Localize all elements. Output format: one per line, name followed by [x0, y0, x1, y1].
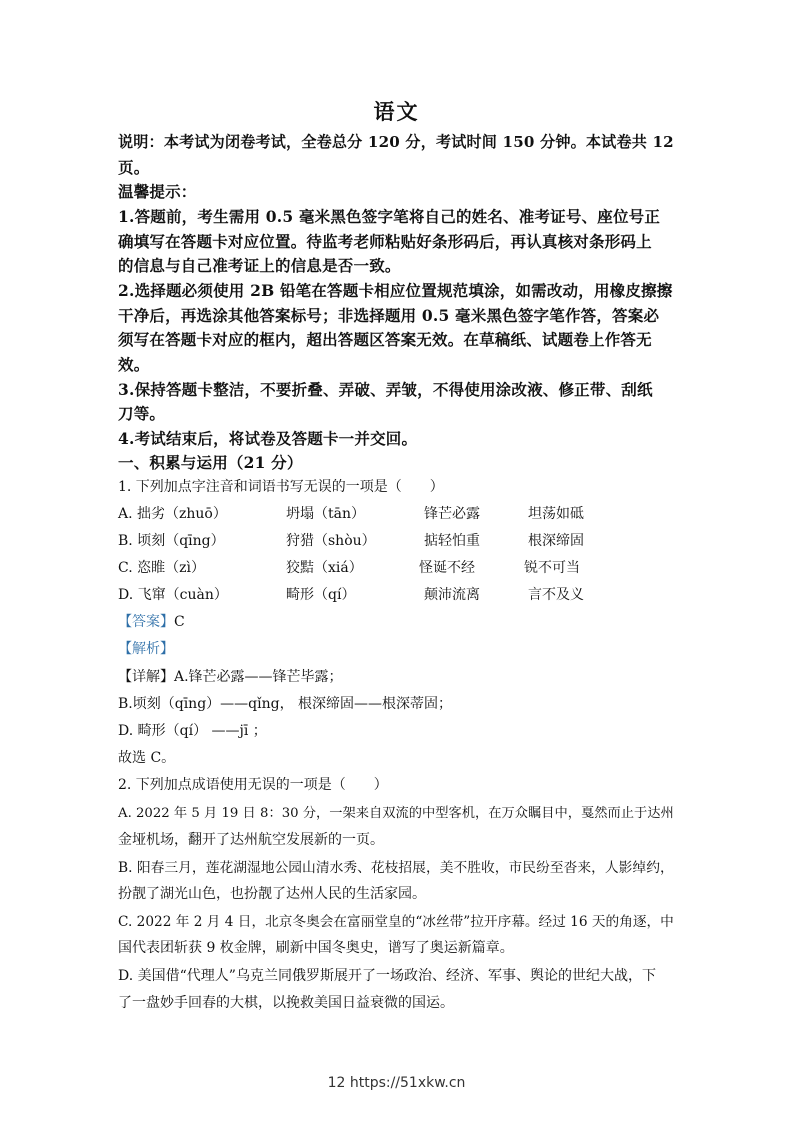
- q1-option-b-word2: 狩猎（shòu）: [286, 533, 376, 549]
- q1-option-c-word4: 锐不可当: [524, 560, 580, 576]
- q2-line: 金垭机场，翻开了达州航空发展新的一页。: [118, 832, 384, 848]
- q1-option-a-word1: A. 拙劣（zhuō）: [118, 506, 227, 522]
- q1-option-c-word3: 怪诞不经: [419, 560, 475, 576]
- intro-line: 温馨提示：: [118, 182, 197, 201]
- q1-option-a-word2: 坍塌（tān）: [286, 506, 365, 522]
- intro-line: 须写在答题卡对应的框内，超出答题区答案无效。在草稿纸、试题卷上作答无: [118, 330, 652, 349]
- intro-line: 刀等。: [118, 404, 166, 423]
- q1-option-c-word1: C. 恣睢（zì）: [118, 560, 205, 576]
- q1-option-d-word4: 言不及义: [528, 587, 584, 603]
- intro-line: 的信息与自己准考证上的信息是否一致。: [118, 256, 401, 275]
- question-1-stem: 1. 下列加点字注音和词语书写无误的一项是（ ）: [118, 479, 444, 495]
- q1-option-b-word4: 根深缔固: [528, 533, 584, 549]
- explain-line: 【详解】A.锋芒必露——锋芒毕露；: [118, 669, 343, 685]
- page-footer: 12 https://51xkw.cn: [327, 1075, 466, 1091]
- q2-line: B. 阳春三月，莲花湖湿地公园山清水秀、花枝招展，美不胜收，市民纷至沓来，人影绰约，: [118, 860, 674, 876]
- q2-line: 国代表团斩获 9 枚金牌，刷新中国冬奥史，谱写了奥运新篇章。: [118, 940, 514, 956]
- analysis-tag: 【解析】: [118, 641, 174, 657]
- q1-option-a-word4: 坦荡如砥: [528, 506, 584, 522]
- answer-value: C: [174, 614, 185, 630]
- q1-option-d-word3: 颠沛流离: [424, 587, 480, 603]
- intro-line: 2.选择题必须使用 2B 铅笔在答题卡相应位置规范填涂，如需改动，用橡皮擦擦: [118, 281, 673, 300]
- answer-line: [118, 611, 185, 631]
- q1-option-b-word3: 掂轻怕重: [424, 533, 480, 549]
- intro-line: 确填写在答题卡对应位置。待监考老师粘贴好条形码后，再认真核对条形码上: [118, 232, 652, 251]
- q2-line: 扮靓了湖光山色，也扮靓了达州人民的生活家园。: [118, 886, 426, 902]
- q2-line: C. 2022 年 2 月 4 日，北京冬奥会在富丽堂皇的“冰丝带”拉开序幕。经过 16 天的角逐，中: [118, 914, 674, 930]
- question-2-stem: 2. 下列加点成语使用无误的一项是（ ）: [118, 777, 388, 793]
- q1-option-d-word2: 畸形（qí）: [286, 587, 356, 603]
- explain-line: 故选 C。: [118, 750, 176, 766]
- explain-line: B.顷刻（qīng）——qǐng， 根深缔固——根深蒂固；: [118, 696, 453, 712]
- section-heading: 一、积累与运用（21 分）: [118, 453, 303, 472]
- answer-tag: 【答案】: [118, 614, 174, 630]
- intro-line: 页。: [118, 158, 150, 177]
- q2-line: 了一盘妙手回春的大棋，以挽救美国日益衰微的国运。: [118, 995, 454, 1011]
- intro-line: 干净后，再选涂其他答案标号；非选择题用 0.5 毫米黑色签字笔作答，答案必: [118, 306, 660, 325]
- intro-line: 4.考试结束后，将试卷及答题卡一并交回。: [118, 429, 418, 448]
- q1-option-d-word1: D. 飞窜（cuàn）: [118, 587, 228, 603]
- intro-line: 效。: [118, 355, 150, 374]
- q1-option-a-word3: 锋芒必露: [424, 506, 480, 522]
- q1-option-c-word2: 狡黠（xiá）: [286, 560, 363, 576]
- explain-line: D. 畸形（qí） ——jī ；: [118, 723, 267, 739]
- intro-line: 说明：本考试为闭卷考试，全卷总分 120 分，考试时间 150 分钟。本试卷共 12: [118, 133, 674, 151]
- intro-line: 3.保持答题卡整洁，不要折叠、弄破、弄皱，不得使用涂改液、修正带、刮纸: [118, 380, 653, 399]
- q2-line: A. 2022 年 5 月 19 日 8：30 分，一架来自双流的中型客机，在万众瞩目中，戛然而止于达州: [118, 806, 674, 821]
- q1-option-b-word1: B. 顷刻（qīng）: [118, 533, 225, 549]
- q2-line: D. 美国借“代理人”乌克兰同俄罗斯展开了一场政治、经济、军事、舆论的世纪大战，下: [118, 968, 656, 984]
- intro-line: 1.答题前，考生需用 0.5 毫米黑色签字笔将自己的姓名、准考证号、座位号正: [118, 207, 661, 226]
- page-title: 语文: [373, 99, 420, 124]
